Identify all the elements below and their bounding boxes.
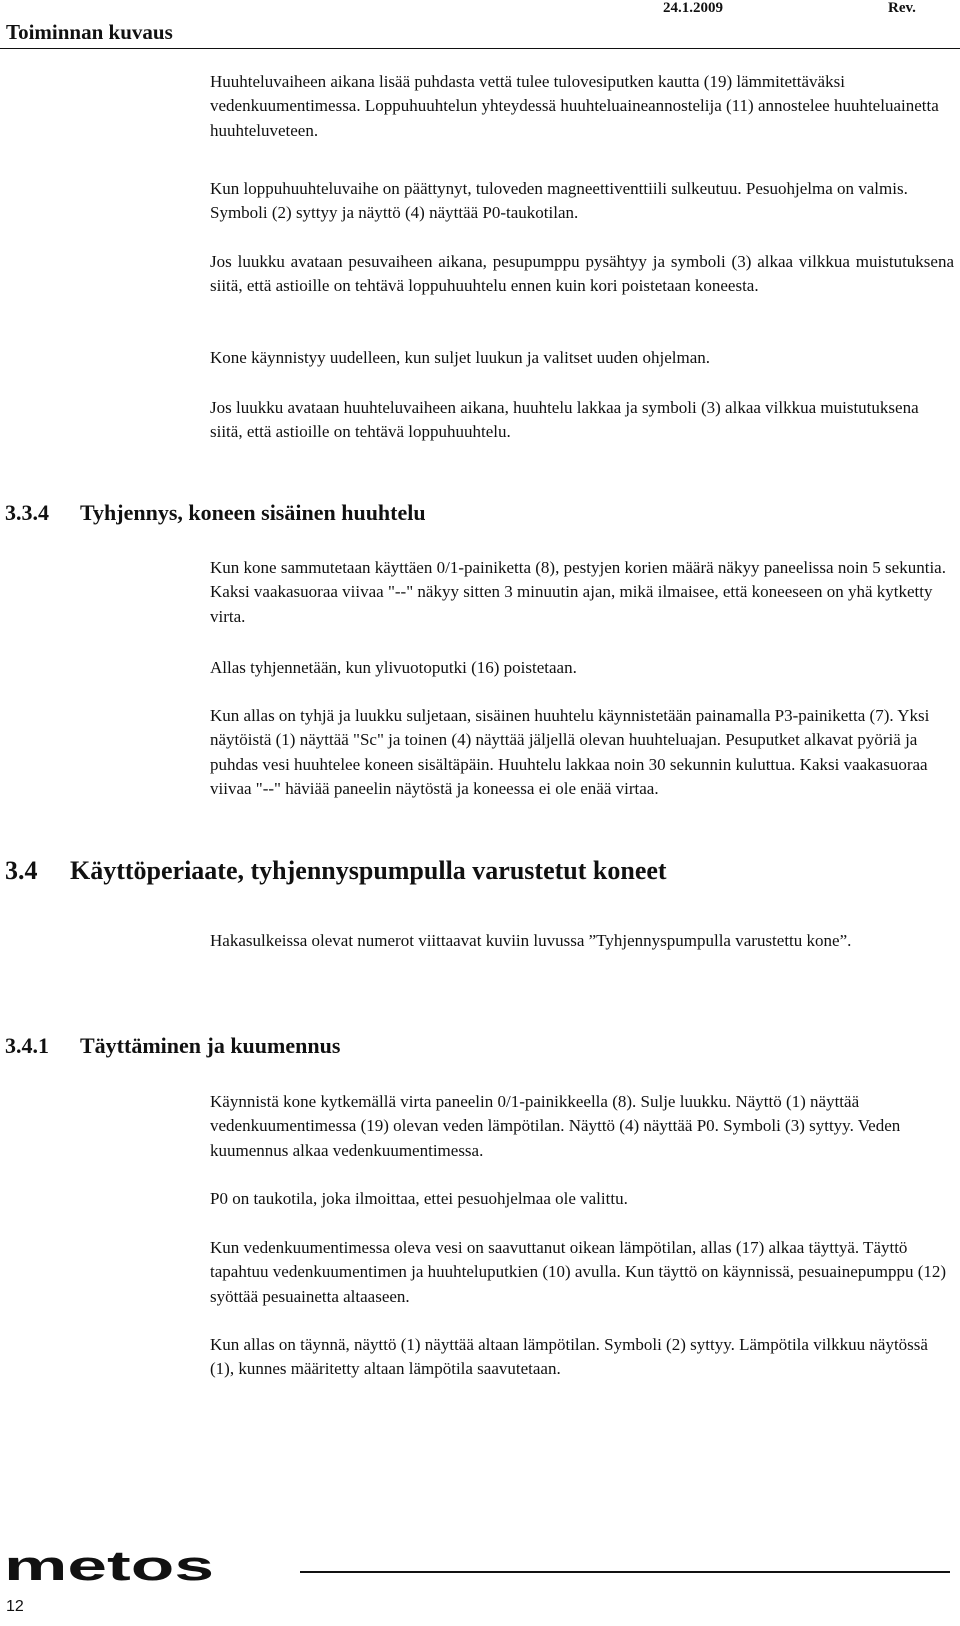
paragraph-restart: Kone käynnistyy uudelleen, kun suljet luukun ja valitset uuden ohjelman.: [210, 348, 710, 367]
paragraph-rinse-water: Huuhteluvaiheen aikana lisää puhdasta vettä tulee tulovesiputken kautta (19) lämmitettäväksi vedenkuumentimessa. Loppuhuuhtelun yhteydessä huuhteluaineannostelija (11) annostelee huuhteluainetta huuhteluveteen.: [210, 72, 939, 140]
paragraph-start-machine: Käynnistä kone kytkemällä virta paneelin 0/1-painikkeella (8). Sulje luukku. Näyttö (1) näyttää vedenkuumentimessa (19) olevan veden lämpötilan. Näyttö (4) näyttää P0. Symboli (3) syttyy. Veden kuumennus alkaa vedenkuumentimessa.: [210, 1092, 901, 1160]
paragraph-drain-tank: Allas tyhjennetään, kun ylivuotoputki (16) poistetaan.: [210, 658, 577, 677]
metos-logo-text: metos: [4, 1550, 214, 1586]
footer-divider: [300, 1571, 950, 1573]
heading-number: 3.3.4: [5, 500, 49, 525]
heading-3-4: [5, 856, 667, 886]
page-header: [0, 0, 960, 50]
heading-3-3-4: [5, 500, 426, 526]
paragraph-tank-full: Kun allas on täynnä, näyttö (1) näyttää altaan lämpötilan. Symboli (2) syttyy. Lämpötila vilkkuu näytössä (1), kunnes määritetty altaan lämpötila saavutetaan.: [210, 1335, 928, 1379]
page-number: 12: [6, 1598, 24, 1615]
header-date: 24.1.2009: [663, 0, 723, 16]
paragraph-door-open-rinse: Jos luukku avataan huuhteluvaiheen aikana, huuhtelu lakkaa ja symboli (3) alkaa vilkkua muistutuksena siitä, että astioille on tehtävä loppuhuuhtelu.: [210, 398, 919, 442]
heading-title: Täyttäminen ja kuumennus: [80, 1033, 341, 1058]
heading-title: Tyhjennys, koneen sisäinen huuhtelu: [80, 500, 426, 525]
paragraph-door-open-wash: Jos luukku avataan pesuvaiheen aikana, pesupumppu pysähtyy ja symboli (3) alkaa vilkkua muistutuksena siitä, että astioille on tehtävä loppuhuuhtelu ennen kuin kori poistetaan koneesta.: [210, 252, 954, 296]
paragraph-program-finished: Kun loppuhuuhteluvaihe on päättynyt, tuloveden magneettiventtiili sulkeutuu. Pesuohjelma on valmis. Symboli (2) syttyy ja näyttö (4) näyttää P0-taukotilan.: [210, 179, 908, 223]
heading-title: Käyttöperiaate, tyhjennyspumpulla varustetut koneet: [70, 856, 667, 885]
heading-number: 3.4.1: [5, 1033, 49, 1058]
heading-3-4-1: [5, 1033, 340, 1059]
heading-number: 3.4: [5, 856, 38, 885]
paragraph-bracket-numbers: Hakasulkeissa olevat numerot viittaavat kuviin luvussa ”Tyhjennyspumpulla varustettu kone”.: [210, 931, 852, 950]
paragraph-tank-filling: Kun vedenkuumentimessa oleva vesi on saavuttanut oikean lämpötilan, allas (17) alkaa täyttyä. Täyttö tapahtuu vedenkuumentimen ja huuhteluputkien (10) avulla. Kun täyttö on käynnissä, pesuainepumppu (12) syöttää pesuainetta altaaseen.: [210, 1238, 947, 1306]
header-section-title: Toiminnan kuvaus: [6, 20, 173, 44]
header-divider: [0, 48, 960, 49]
paragraph-pause-mode: P0 on taukotila, joka ilmoittaa, ettei pesuohjelmaa ole valittu.: [210, 1189, 628, 1208]
paragraph-power-off: Kun kone sammutetaan käyttäen 0/1-painiketta (8), pestyjen korien määrä näkyy paneelissa noin 5 sekuntia. Kaksi vaakasuoraa viivaa "--" näkyy sitten 3 minuutin ajan, mikä ilmaisee, että koneeseen on yhä kytketty virta.: [210, 558, 946, 626]
paragraph-internal-rinse: Kun allas on tyhjä ja luukku suljetaan, sisäinen huuhtelu käynnistetään painamalla P3-painiketta (7). Yksi näytöistä (1) näyttää "Sc" ja toinen (4) näyttää jäljellä olevan huuhteluajan. Pesuputket alkavat pyöriä ja puhdas vesi huuhtelee koneen sisältäpäin. Huuhtelu lakkaa noin 30 sekunnin kuluttua. Kaksi vaakasuoraa viivaa "--" häviää paneelin näytöstä ja koneessa ei ole enää virtaa.: [210, 706, 930, 799]
header-revision: Rev.: [888, 0, 916, 16]
metos-logo: [4, 1550, 216, 1586]
